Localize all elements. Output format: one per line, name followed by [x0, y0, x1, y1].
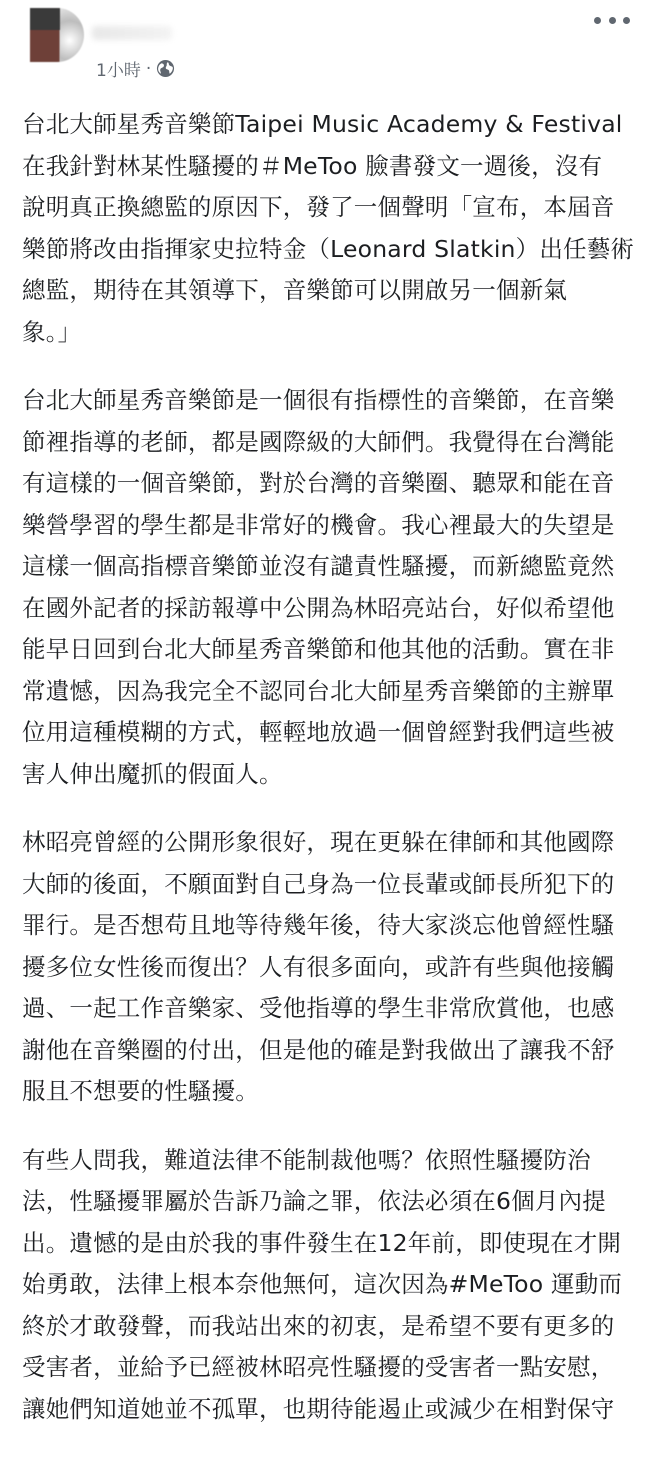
text-line: 謝他在音樂圈的付出，但是他的確是對我做出了讓我不舒 [22, 1035, 615, 1064]
text-line: 在我針對林某性騷擾的＃MeToo 臉書發文一週後，沒有 [22, 151, 603, 180]
text-line: 過、一起工作音樂家、受他指導的學生非常欣賞他，也感 [22, 994, 615, 1022]
text-line: 大師的後面，不願面對自己身為一位長輩或師長所犯下的 [22, 869, 615, 898]
text-line: 台北大師星秀音樂節Taipei Music Academy & Festival [22, 110, 623, 138]
avatar-image-part [60, 8, 84, 62]
text-line: 節裡指導的老師，都是國際級的大師們。我覺得在台灣能 [22, 427, 615, 456]
text-line: 林昭亮曾經的公開形象很好，現在更躲在律師和其他國際 [22, 828, 615, 856]
text-line: 始勇敢，法律上根本奈他無何，這次因為#MeToo 運動而 [22, 1270, 623, 1298]
text-line: 出。遺憾的是由於我的事件發生在12年前，即使現在才開 [22, 1228, 622, 1257]
more-options-button[interactable] [594, 10, 630, 30]
text-line: 這樣一個高指標音樂節並沒有譴責性騷擾，而新總監竟然 [22, 552, 615, 580]
post-header [0, 0, 656, 90]
post-paragraph [22, 822, 640, 1113]
text-line: 服且不想要的性騷擾。 [22, 1077, 259, 1105]
text-line: 害人伸出魔抓的假面人。 [22, 759, 283, 788]
text-line: 象。」 [22, 317, 82, 346]
post-meta [96, 56, 175, 81]
text-line: 樂營學習的學生都是非常好的機會。我心裡最大的失望是 [22, 510, 615, 539]
text-line: 台北大師星秀音樂節是一個很有指標性的音樂節，在音樂 [22, 386, 615, 414]
more-options-icon [609, 17, 616, 24]
text-line: 在國外記者的採訪報導中公開為林昭亮站台，好似希望他 [22, 593, 615, 622]
meta-separator: · [145, 58, 152, 79]
post-timestamp[interactable]: 1小時 [96, 61, 141, 81]
post-paragraph [22, 1140, 640, 1431]
text-line: 樂節將改由指揮家史拉特金（Leonard Slatkin）出任藝術 [22, 234, 635, 263]
more-options-icon [594, 17, 601, 24]
post-paragraph [22, 380, 640, 795]
text-line: 總監，期待在其領導下，音樂節可以開啟另一個新氣 [22, 276, 568, 304]
text-line: 有些人問我，難道法律不能制裁他嗎？依照性騷擾防治 [22, 1145, 591, 1174]
author-name[interactable] [92, 26, 172, 40]
avatar-image-part [30, 8, 60, 30]
text-line: 擾多位女性後而復出？人有很多面向，或許有些與他接觸 [22, 952, 615, 981]
post-paragraph [22, 104, 640, 353]
text-line: 法，性騷擾罪屬於告訴乃論之罪，依法必須在6個月內提 [22, 1187, 606, 1215]
text-line: 位用這種模糊的方式，輕輕地放過一個曾經對我們這些被 [22, 718, 615, 746]
avatar[interactable] [30, 8, 84, 62]
text-line: 罪行。是否想苟且地等待幾年後，待大家淡忘他曾經性騷 [22, 911, 615, 939]
text-line: 讓她們知道她並不孤單，也期待能遏止或減少在相對保守 [22, 1394, 615, 1423]
more-options-icon [623, 17, 630, 24]
text-line: 能早日回到台北大師星秀音樂節和他其他的活動。實在非 [22, 635, 615, 663]
text-line: 常遺憾，因為我完全不認同台北大師星秀音樂節的主辦單 [22, 676, 615, 705]
text-line: 終於才敢發聲，而我站出來的初衷，是希望不要有更多的 [22, 1311, 615, 1340]
text-line: 說明真正換總監的原因下，發了一個聲明「宣布，本屆音 [22, 193, 615, 221]
globe-icon[interactable] [156, 59, 175, 78]
post-body [22, 104, 640, 1457]
text-line: 受害者，並給予已經被林昭亮性騷擾的受害者一點安慰， [22, 1353, 615, 1381]
text-line: 有這樣的一個音樂節，對於台灣的音樂圈、聽眾和能在音 [22, 469, 615, 497]
